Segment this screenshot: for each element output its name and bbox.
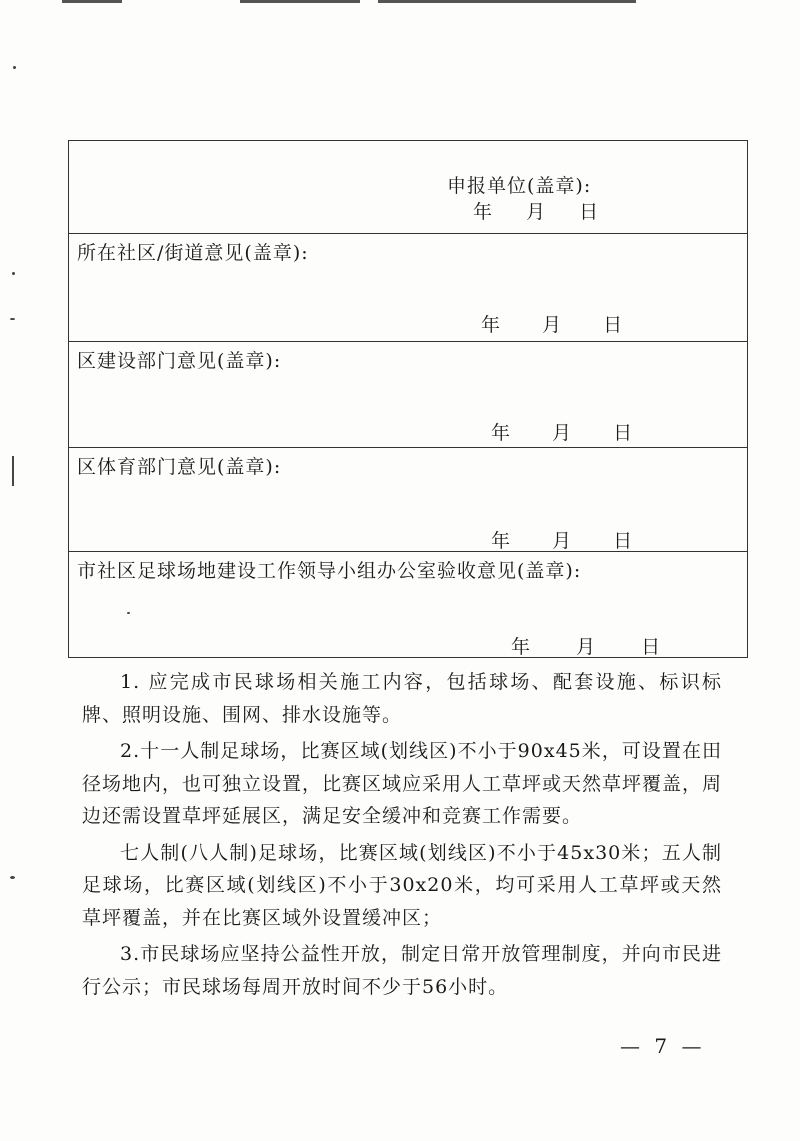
- leadership-opinion-row: [69, 551, 747, 659]
- date-day: 日: [603, 314, 623, 336]
- construction-opinion-row: [69, 341, 747, 447]
- applicant-date: [473, 197, 598, 224]
- sports-opinion-row: [69, 447, 747, 551]
- note-paragraph-2: 2.十一人制足球场，比赛区域(划线区)不小于90x45米，可设置在田径场地内，也可独立设置，比赛区域应采用人工草坪或天然草坪覆盖，周边还需设置草坪延展区，满足安全缓冲和竞赛工作需要。: [82, 740, 723, 827]
- leadership-opinion-label: 市社区足球场地建设工作领导小组办公室验收意见(盖章):: [77, 560, 582, 582]
- community-date: [481, 310, 622, 337]
- leadership-date: [511, 632, 660, 659]
- date-year: 年: [491, 422, 511, 444]
- scan-speck: [13, 66, 16, 69]
- scan-speck: [10, 318, 15, 320]
- scan-mark: [240, 0, 360, 3]
- date-month: 月: [526, 201, 546, 223]
- community-opinion-row: [69, 233, 747, 341]
- date-day: 日: [579, 201, 599, 223]
- date-year: 年: [473, 201, 493, 223]
- date-month: 月: [576, 636, 596, 658]
- scan-mark: [62, 0, 122, 3]
- community-opinion-label: 所在社区/街道意见(盖章):: [77, 242, 309, 264]
- note-paragraph-4: 3.市民球场应坚持公益性开放，制定日常开放管理制度，并向市民进行公示；市民球场每周开放时间不少于56小时。: [82, 943, 722, 998]
- date-day: 日: [613, 530, 633, 552]
- date-year: 年: [481, 314, 501, 336]
- sports-opinion-label: 区体育部门意见(盖章):: [77, 456, 282, 478]
- construction-opinion-label: 区建设部门意见(盖章):: [77, 350, 282, 372]
- notes-section: [82, 666, 722, 1007]
- applicant-row: [69, 141, 747, 233]
- scan-speck: [10, 876, 15, 879]
- date-day: 日: [641, 636, 661, 658]
- scan-speck: [127, 612, 130, 614]
- date-month: 月: [552, 422, 572, 444]
- note-paragraph-3: 七人制(八人制)足球场，比赛区域(划线区)不小于45x30米；五人制足球场，比赛区域(划线区)不小于30x20米，均可采用人工草坪或天然草坪覆盖，并在比赛区域外设置缓冲区；: [82, 841, 722, 929]
- scan-mark: [378, 0, 636, 3]
- construction-date: [491, 418, 632, 445]
- sports-date: [491, 526, 632, 553]
- page-number: — 7 —: [620, 1034, 706, 1058]
- date-month: 月: [542, 314, 562, 336]
- scan-speck: [12, 456, 14, 486]
- note-paragraph-1: 1. 应完成市民球场相关施工内容，包括球场、配套设施、标识标牌、照明设施、围网、排水设施等。: [82, 671, 722, 726]
- date-year: 年: [491, 530, 511, 552]
- date-month: 月: [552, 530, 572, 552]
- applicant-unit-label: 申报单位(盖章):: [447, 175, 592, 197]
- approval-form-table: [68, 140, 748, 658]
- scan-speck: [12, 272, 15, 275]
- date-year: 年: [511, 636, 531, 658]
- date-day: 日: [613, 422, 633, 444]
